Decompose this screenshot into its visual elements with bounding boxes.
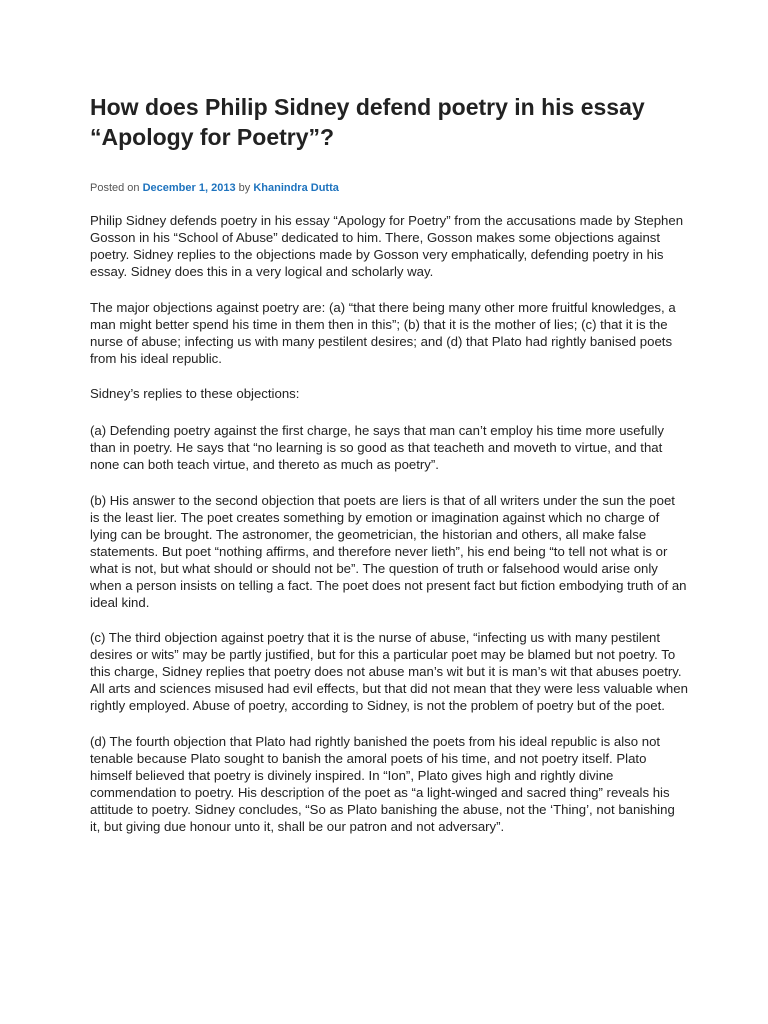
reply-b-paragraph: (b) His answer to the second objection that poets are liers is that of all writers under the sun the poet is the least lier. The poet creates something by emotion or imagination against which no charge of lying can be brought. The astronomer, the geometrician, the historian and others, all make false statements. But poet “nothing affirms, and therefore never lieth”, his end being “to tell not what is or what is not, but what should or should not be”. The question of truth or falsehood would arise only when a person insists on telling a fact. The poet does not present fact but fiction embodying truth of an ideal kind. — [90, 493, 687, 610]
post-meta — [90, 182, 688, 194]
author-link[interactable]: Khanindra Dutta — [253, 182, 339, 194]
by-label: by — [238, 182, 251, 194]
intro-paragraph: Philip Sidney defends poetry in his essay “Apology for Poetry” from the accusations made by Stephen Gosson in his “School of Abuse” dedicated to him. There, Gosson makes some objections against poetry. Sidney replies to the objections made by Gosson very emphatically, defending poetry in his essay. Sidney does this in a very logical and scholarly way. — [90, 213, 684, 279]
replies-heading-paragraph: Sidney’s replies to these objections: — [90, 386, 300, 401]
reply-c-paragraph: (c) The third objection against poetry that it is the nurse of abuse, “infecting us with many pestilent desires or wits” may be partly justified, but for this a particular poet may be blamed but not poetry. To this charge, Sidney replies that poetry does not abuse man’s wit but it is man’s wit that abuses poetry. All arts and sciences misused had evil effects, but that did not mean that they were less valuable when rightly employed. Abuse of poetry, according to Sidney, is not the problem of poetry but of the poet. — [90, 630, 688, 713]
posted-on-label: Posted on — [90, 182, 140, 194]
reply-a-paragraph: (a) Defending poetry against the first charge, he says that man can’t employ his time more usefully than in poetry. He says that “no learning is so good as that teacheth and moveth to virtue, and that none can both teach virtue, and thereto as much as poetry”. — [90, 423, 664, 472]
objections-paragraph: The major objections against poetry are: (a) “that there being many other more fruitful knowledges, a man might better spend his time in them then in this”; (b) that it is the mother of lies; (c) that it is the nurse of abuse; infecting us with many pestilent desires; and (d) that Plato had rightly banised poets from his ideal republic. — [90, 300, 676, 366]
reply-d-paragraph: (d) The fourth objection that Plato had rightly banished the poets from his ideal republic is also not tenable because Plato sought to banish the amoral poets of his time, and not poetry itself. Plato himself believed that poetry is divinely inspired. In “Ion”, Plato gives high and rightly divine commendation to poetry. His description of the poet as “a light-winged and sacred thing” reveals his attitude to poetry. Sidney concludes, “So as Plato banishing the abuse, not the ‘Thing’, not banishing it, but giving due honour unto it, shall be our patron and not adversary”. — [90, 734, 675, 834]
post-date-link[interactable]: December 1, 2013 — [142, 182, 236, 194]
article-title: How does Philip Sidney defend poetry in his essay “Apology for Poetry”? — [90, 94, 645, 150]
